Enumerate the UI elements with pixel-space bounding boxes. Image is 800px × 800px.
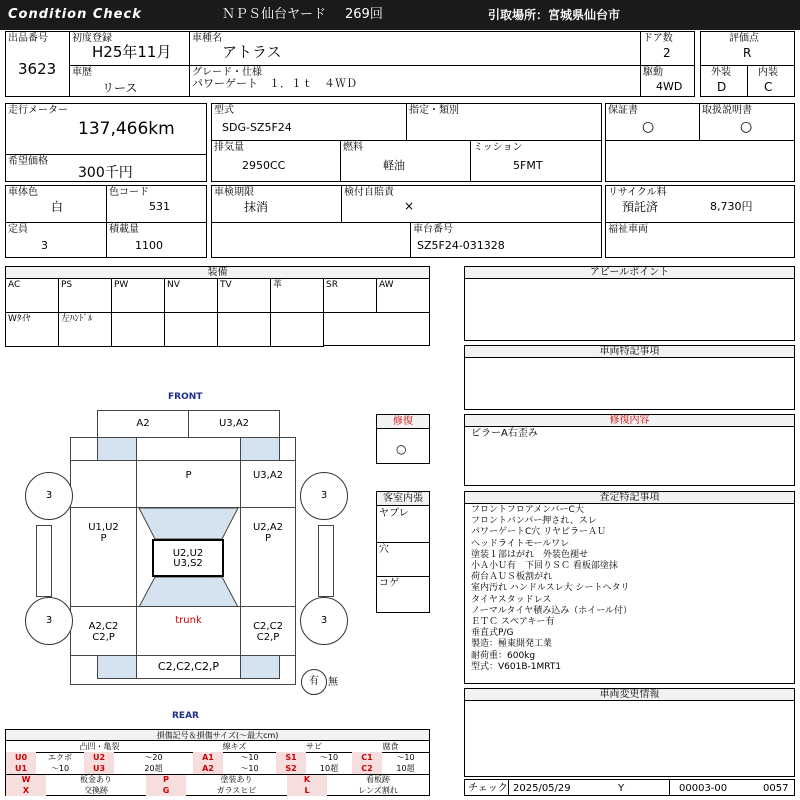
legend-desc: 〜10	[50, 764, 70, 773]
fuel-label: 燃料	[343, 142, 363, 153]
recycle-status: 預託済	[622, 200, 659, 214]
grade-label: グレード・仕様	[192, 67, 262, 78]
appeal-title: アピールポイント	[465, 267, 794, 279]
price-cell	[5, 154, 207, 182]
side-mirror-left	[36, 525, 52, 597]
legend-code: L	[287, 785, 327, 796]
displacement-cell	[211, 140, 341, 182]
change-info-panel	[464, 688, 795, 777]
transmission-value: 5FMT	[513, 159, 543, 172]
repair-panel	[376, 414, 430, 464]
cabin-divider-2	[377, 576, 429, 577]
check-code: 00003-00	[679, 783, 728, 794]
transmission-cell	[470, 140, 602, 182]
tire-front-left: 3	[25, 472, 73, 520]
legend-code: U3	[84, 763, 114, 774]
cabin-item-burn: コゲ	[379, 578, 399, 589]
rear-label: REAR	[172, 711, 199, 721]
check-number: 0057	[763, 783, 789, 794]
repair-title: 修復	[377, 415, 429, 429]
blank-mid-cell	[211, 222, 411, 258]
mileage-cell	[5, 103, 207, 155]
diagram-u3a2-right: U3,A2	[240, 460, 296, 508]
chassis-label: 車台番号	[413, 224, 453, 235]
recycle-cell	[605, 185, 795, 223]
lot-cell	[5, 31, 70, 97]
fuel-value: 軽油	[383, 159, 405, 172]
diagram-u1u2p-left: U1,U2 P	[70, 507, 137, 607]
doors-label: ドア数	[643, 33, 673, 44]
diagram-rear-bottom: C2,C2,C2,P	[136, 655, 241, 679]
equipment-item-label: 左ﾊﾝﾄﾞﾙ	[61, 314, 93, 324]
legend-desc: 〜10	[396, 753, 415, 762]
legend-code: U2	[84, 752, 114, 763]
diagram-left-front	[70, 460, 137, 508]
first-reg-value: H25年11月	[92, 43, 172, 61]
special-title: 車両特記事項	[465, 346, 794, 358]
designation-label: 指定・類別	[409, 105, 459, 116]
mileage-label: 走行メーター	[8, 105, 68, 116]
color-code-cell	[106, 185, 207, 223]
exterior-label: 外装	[711, 67, 731, 78]
warranty-value: ○	[642, 119, 655, 135]
header-title: Condition Check	[8, 7, 142, 22]
liability-value: ×	[404, 199, 415, 213]
recycle-fee: 8,730円	[710, 200, 753, 213]
inspection-note-line: ヘッドライトモールワレ	[471, 538, 570, 549]
spare-tire	[301, 669, 327, 695]
cabin-item-hole: 穴	[379, 544, 389, 555]
legend-desc: 〜10	[240, 764, 259, 773]
inspection-label: 車検期限	[214, 187, 254, 198]
inspection-notes-title: 査定特記事項	[465, 492, 794, 504]
first-reg-label: 初度登録	[72, 33, 112, 44]
appeal-panel	[464, 266, 795, 341]
legend-desc: 板金あり	[80, 775, 112, 784]
legend-code: C2	[352, 763, 382, 774]
inspection-note-line: 小Ａ小Ｕ有 下回りＳＣ 看板部塗抹	[471, 561, 618, 571]
mileage-value: 137,466km	[78, 119, 175, 139]
load-cell	[106, 222, 207, 258]
equipment-item	[58, 312, 112, 347]
displacement-label: 排気量	[214, 142, 244, 153]
cabin-panel	[376, 491, 430, 613]
legend-code: U1	[6, 763, 36, 774]
footer-bar	[464, 779, 795, 796]
equipment-empty-cell	[217, 312, 271, 347]
footer-divider-1	[508, 780, 509, 795]
check-staff: Y	[618, 783, 625, 794]
history-cell	[69, 65, 190, 97]
legend-desc: 〜10	[319, 753, 339, 762]
inspection-note-line: 荷台ＡＵＳ板割がれ	[471, 572, 553, 583]
inspection-note-line: 塗装１部はがれ 外装色褪せ	[471, 549, 589, 560]
equipment-item	[323, 278, 377, 313]
lot-label: 出品番号	[8, 33, 48, 44]
legend-desc: 〜10	[240, 753, 259, 762]
legend-desc: 20超	[144, 764, 163, 773]
diagram-roof: U2,U2 U3,S2	[152, 539, 224, 577]
load-value: 1100	[135, 239, 163, 252]
manual-cell	[699, 103, 795, 141]
header-bar	[0, 0, 800, 30]
legend-desc: ガラスヒビ	[216, 786, 257, 795]
history-value: リース	[102, 81, 138, 95]
equipment-item-label: PW	[114, 280, 129, 290]
chassis-cell	[410, 222, 602, 258]
check-label: チェック	[468, 783, 508, 794]
equipment-item	[5, 278, 59, 313]
chassis-value: SZ5F24-031328	[417, 239, 505, 252]
equipment-item	[164, 278, 218, 313]
designation-cell	[406, 103, 602, 141]
liability-cell	[341, 185, 602, 223]
inspection-note-line: タイヤスタッドレス	[471, 594, 552, 605]
equipment-item-label: AC	[8, 280, 21, 290]
grade-value: パワーゲート １．１ｔ ４ＷＤ	[192, 77, 357, 90]
color-label: 車体色	[8, 187, 38, 198]
equipment-item-label: TV	[220, 280, 232, 290]
manual-label: 取扱説明書	[702, 105, 752, 116]
legend-code: S2	[276, 763, 306, 774]
equipment-empty-cell	[270, 312, 324, 347]
front-label: FRONT	[168, 392, 203, 402]
welfare-label: 福祉車両	[608, 224, 648, 235]
model-label: 型式	[214, 105, 234, 116]
inspection-cell	[211, 185, 342, 223]
repair-detail-text: ピラーA右歪み	[471, 428, 538, 439]
color-cell	[5, 185, 107, 223]
legend-desc: 10超	[396, 764, 415, 773]
tire-front-right: 3	[300, 472, 348, 520]
exterior-cell	[700, 65, 748, 97]
name-cell	[189, 31, 641, 66]
rear-glass-top	[139, 508, 238, 539]
equipment-item	[217, 278, 271, 313]
equipment-item-label: PS	[61, 280, 73, 290]
legend-code: C1	[352, 752, 382, 763]
inspection-notes-panel	[464, 491, 795, 684]
transmission-label: ミッション	[473, 142, 523, 153]
repair-value: ○	[396, 442, 407, 456]
displacement-value: 2950CC	[242, 159, 286, 172]
legend-desc: 10超	[319, 764, 339, 773]
equipment-item	[58, 278, 112, 313]
equipment-item-label: SR	[326, 280, 338, 290]
diagram-u3a2-top: U3,A2	[188, 410, 280, 438]
cabin-divider-1	[377, 542, 429, 543]
inspection-note-line: ＥＴＣ スペアキー有	[471, 617, 555, 627]
inspection-note-line: 耐荷重：600kg	[471, 650, 536, 661]
grade-eval-cell	[700, 31, 795, 66]
grade-eval-label: 評価点	[729, 33, 759, 44]
price-label: 希望価格	[8, 156, 48, 167]
color-code-label: 色コード	[109, 187, 149, 198]
color-value: 白	[51, 200, 64, 214]
legend-code: K	[287, 774, 327, 785]
legend-code: X	[6, 785, 46, 796]
legend-row-divider	[6, 774, 429, 775]
repair-detail-panel	[464, 414, 795, 486]
equipment-item	[376, 278, 430, 313]
color-code-value: 531	[149, 200, 170, 213]
header-pickup: 引取場所：宮城県仙台市	[488, 8, 621, 22]
welfare-cell	[605, 222, 795, 258]
repair-detail-title: 修復内容	[465, 415, 794, 427]
legend-code: U0	[6, 752, 36, 763]
legend-group-rust: サビ	[276, 741, 352, 753]
legend-code: G	[146, 785, 186, 796]
equipment-item-label: Wﾀｲﾔ	[8, 314, 31, 324]
special-panel	[464, 345, 795, 410]
manual-value: ○	[740, 119, 753, 135]
interior-value: C	[764, 80, 773, 94]
grade-cell	[189, 65, 641, 97]
diagram-a2c2-left: A2,C2 C2,P	[70, 606, 137, 656]
inspection-note-line: 垂直式P/G	[471, 628, 514, 639]
model-value: SDG-SZ5F24	[222, 121, 292, 134]
equipment-empty-cell	[111, 312, 165, 347]
capacity-value: 3	[41, 239, 48, 252]
diagram-c2c2-right: C2,C2 C2,P	[240, 606, 296, 656]
legend-group-dent: 凸凹・亀裂	[6, 741, 193, 753]
legend-code: W	[6, 774, 46, 785]
fuel-cell	[340, 140, 471, 182]
warranty-cell	[605, 103, 700, 141]
inspection-note-line: 製造：極東開発工業	[471, 639, 553, 650]
doors-value: 2	[663, 46, 671, 60]
empty-right-cell	[605, 140, 795, 182]
rear-light-right	[240, 655, 280, 679]
windshield-left	[97, 437, 137, 461]
lot-value: 3623	[18, 60, 57, 78]
legend-code: A2	[193, 763, 223, 774]
drive-cell	[640, 65, 695, 97]
name-label: 車種名	[192, 33, 222, 44]
equipment-item	[270, 278, 324, 313]
load-label: 積載量	[109, 224, 139, 235]
check-date: 2025/05/29	[513, 783, 571, 794]
equipment-item-label: 革	[273, 280, 283, 290]
doors-cell	[640, 31, 695, 66]
drive-value: 4WD	[656, 80, 683, 93]
legend-group-scratch: 線キズ	[193, 741, 276, 753]
legend-desc: レンズ割れ	[358, 786, 398, 795]
rear-light-left	[97, 655, 137, 679]
interior-cell	[747, 65, 795, 97]
spare-tire-yes: 有	[309, 676, 319, 687]
spare-tire-none: 無	[328, 677, 338, 688]
legend-desc: 交換跡	[84, 786, 108, 795]
legend-title: 損傷記号＆損傷サイズ(〜最大cm)	[6, 730, 429, 741]
legend-desc: エクボ	[48, 753, 72, 762]
legend-code: P	[146, 774, 186, 785]
diagram-u2a2p-right: U2,A2 P	[240, 507, 296, 607]
inspection-note-line: フロントフロアメンバーC大	[471, 505, 584, 515]
windshield-right	[240, 437, 280, 461]
exterior-value: D	[717, 80, 727, 94]
footer-divider-2	[669, 780, 670, 795]
equipment-item	[111, 278, 165, 313]
diagram-a2-top: A2	[97, 410, 189, 438]
legend-group-corrosion: 腐食	[352, 741, 429, 753]
equipment-item	[5, 312, 59, 347]
legend-panel	[5, 729, 430, 796]
recycle-label: リサイクル料	[608, 187, 667, 198]
inspection-note-line: 型式：V601B-1MRT1	[471, 661, 562, 672]
inspection-note-line: 室内汚れ ハンドルスレ大 シートヘタリ	[471, 583, 630, 594]
legend-desc: 看板跡	[366, 775, 390, 784]
diagram-p-mid: P	[136, 460, 241, 508]
interior-label: 内装	[758, 67, 778, 78]
change-info-title: 車両変更情報	[465, 689, 794, 701]
inspection-note-line: フロントバンパー押され、スレ	[471, 516, 597, 527]
liability-label: 検付自賠責	[344, 187, 394, 198]
inspection-note-line: ノーマルタイヤ積み込み（ホイール付）	[471, 605, 633, 616]
model-cell	[211, 103, 407, 141]
diagram-trunk: trunk	[136, 606, 241, 656]
capacity-cell	[5, 222, 107, 258]
warranty-label: 保証書	[608, 105, 638, 116]
tire-rear-right: 3	[300, 597, 348, 645]
cabin-title: 客室内張	[377, 492, 429, 506]
legend-desc: 塗装あり	[220, 775, 253, 784]
equipment-title: 装備	[6, 267, 429, 279]
tire-rear-left: 3	[25, 597, 73, 645]
legend-desc: 〜20	[144, 753, 163, 762]
inspection-value: 抹消	[244, 200, 269, 214]
equipment-item-label: AW	[379, 280, 394, 290]
header-auction: ＮＰＳ仙台ヤード	[222, 7, 327, 22]
grade-eval-value: R	[743, 46, 752, 60]
legend-code: S1	[276, 752, 306, 763]
history-label: 車歴	[72, 67, 92, 78]
capacity-label: 定員	[8, 224, 28, 235]
price-value: 300千円	[78, 165, 133, 181]
equipment-item-label: NV	[167, 280, 180, 290]
cabin-item-tear: ヤブレ	[379, 508, 409, 519]
legend-code: A1	[193, 752, 223, 763]
header-session: 269回	[345, 7, 383, 22]
name-value: アトラス	[222, 43, 282, 61]
side-mirror-right	[318, 525, 334, 597]
equipment-empty-cell	[164, 312, 218, 347]
first-reg-cell	[69, 31, 190, 66]
drive-label: 駆動	[643, 67, 663, 78]
inspection-note-line: パワーゲートC穴 リヤピラーＡＵ	[471, 527, 606, 538]
rear-glass-bottom	[139, 577, 238, 607]
